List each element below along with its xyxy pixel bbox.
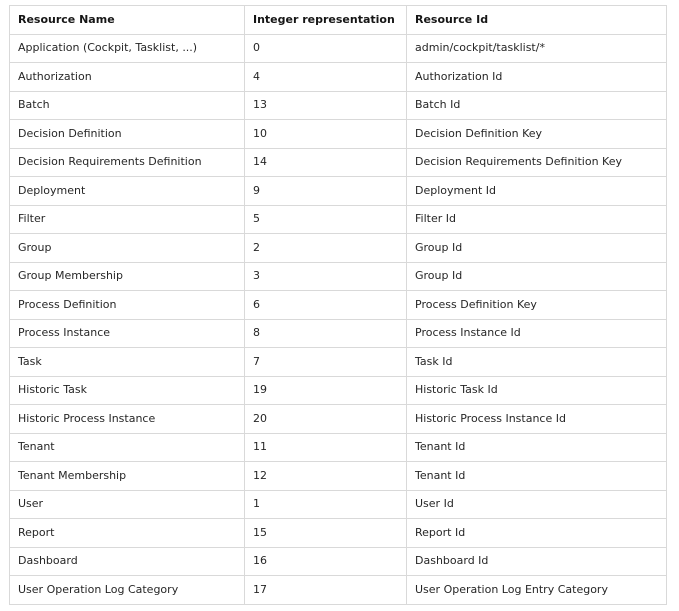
integer-representation-cell: 15 [245, 519, 407, 548]
table-row [10, 433, 667, 462]
integer-representation-cell: 10 [245, 120, 407, 149]
integer-representation-cell: 2 [245, 234, 407, 263]
integer-representation-cell: 11 [245, 433, 407, 462]
resource-id-cell: Process Instance Id [407, 319, 667, 348]
table-row [10, 319, 667, 348]
resource-name-cell: Historic Task [10, 376, 245, 405]
table-row [10, 576, 667, 605]
resource-name-cell: Decision Requirements Definition [10, 148, 245, 177]
integer-representation-cell: 1 [245, 490, 407, 519]
table-row [10, 234, 667, 263]
resource-name-cell: Tenant Membership [10, 462, 245, 491]
resource-id-cell: Group Id [407, 234, 667, 263]
integer-representation-cell: 5 [245, 205, 407, 234]
integer-representation-cell: 4 [245, 63, 407, 92]
resource-name-cell: Authorization [10, 63, 245, 92]
header-resource-name: Resource Name [10, 6, 245, 35]
resource-id-cell: Deployment Id [407, 177, 667, 206]
resource-id-cell: Tenant Id [407, 433, 667, 462]
integer-representation-cell: 12 [245, 462, 407, 491]
resource-id-cell: Historic Task Id [407, 376, 667, 405]
resource-id-cell: Decision Definition Key [407, 120, 667, 149]
resource-id-cell: Filter Id [407, 205, 667, 234]
resource-name-cell: Historic Process Instance [10, 405, 245, 434]
table-row [10, 519, 667, 548]
table-row [10, 177, 667, 206]
table-row [10, 34, 667, 63]
resource-id-cell: Batch Id [407, 91, 667, 120]
resource-name-cell: Process Instance [10, 319, 245, 348]
resource-name-cell: Process Definition [10, 291, 245, 320]
resource-id-cell: User Operation Log Entry Category [407, 576, 667, 605]
resource-id-cell: Process Definition Key [407, 291, 667, 320]
resource-id-cell: Dashboard Id [407, 547, 667, 576]
resource-name-cell: Dashboard [10, 547, 245, 576]
table-row [10, 63, 667, 92]
resource-id-cell: admin/cockpit/tasklist/* [407, 34, 667, 63]
resource-name-cell: Group [10, 234, 245, 263]
integer-representation-cell: 17 [245, 576, 407, 605]
resource-name-cell: User Operation Log Category [10, 576, 245, 605]
table-row [10, 291, 667, 320]
resource-name-cell: Tenant [10, 433, 245, 462]
integer-representation-cell: 9 [245, 177, 407, 206]
integer-representation-cell: 14 [245, 148, 407, 177]
resource-id-cell: Authorization Id [407, 63, 667, 92]
table-row [10, 262, 667, 291]
resource-name-cell: Task [10, 348, 245, 377]
table-body [10, 34, 667, 604]
table-row [10, 120, 667, 149]
table-row [10, 205, 667, 234]
integer-representation-cell: 3 [245, 262, 407, 291]
resource-table [9, 5, 667, 605]
resource-name-cell: Decision Definition [10, 120, 245, 149]
integer-representation-cell: 8 [245, 319, 407, 348]
resource-id-cell: Tenant Id [407, 462, 667, 491]
header-row [10, 6, 667, 35]
header-integer-representation: Integer representation [245, 6, 407, 35]
resource-name-cell: Batch [10, 91, 245, 120]
table-row [10, 148, 667, 177]
resource-name-cell: Deployment [10, 177, 245, 206]
table-row [10, 547, 667, 576]
resource-id-cell: Decision Requirements Definition Key [407, 148, 667, 177]
resource-id-cell: Group Id [407, 262, 667, 291]
table-header [10, 6, 667, 35]
integer-representation-cell: 0 [245, 34, 407, 63]
resource-name-cell: Application (Cockpit, Tasklist, ...) [10, 34, 245, 63]
table-row [10, 376, 667, 405]
table-row [10, 462, 667, 491]
integer-representation-cell: 13 [245, 91, 407, 120]
table-row [10, 490, 667, 519]
resource-name-cell: User [10, 490, 245, 519]
resource-name-cell: Report [10, 519, 245, 548]
integer-representation-cell: 16 [245, 547, 407, 576]
table-row [10, 348, 667, 377]
resource-id-cell: Historic Process Instance Id [407, 405, 667, 434]
resource-name-cell: Filter [10, 205, 245, 234]
resource-id-cell: Report Id [407, 519, 667, 548]
integer-representation-cell: 7 [245, 348, 407, 377]
table-row [10, 405, 667, 434]
header-resource-id: Resource Id [407, 6, 667, 35]
integer-representation-cell: 19 [245, 376, 407, 405]
resource-id-cell: User Id [407, 490, 667, 519]
resource-id-cell: Task Id [407, 348, 667, 377]
integer-representation-cell: 6 [245, 291, 407, 320]
resource-name-cell: Group Membership [10, 262, 245, 291]
integer-representation-cell: 20 [245, 405, 407, 434]
table-row [10, 91, 667, 120]
